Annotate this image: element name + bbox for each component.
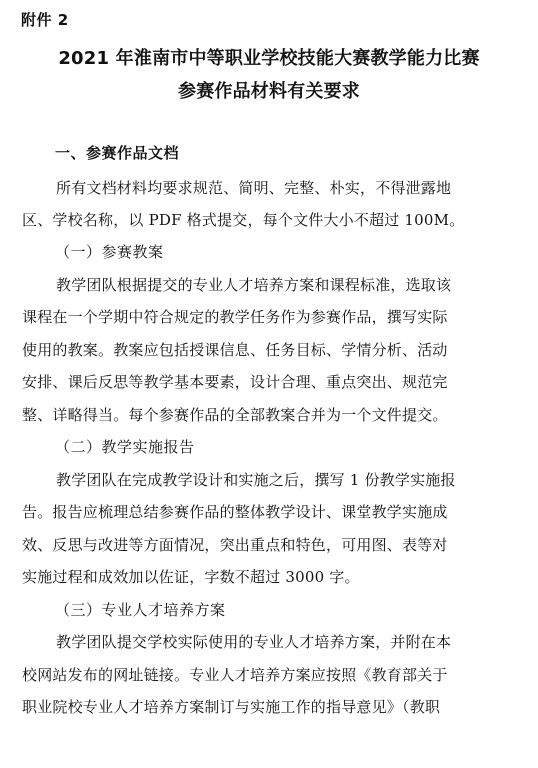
paragraph-line: 所有文档材料均要求规范、简明、完整、朴实，不得泄露地 [56,179,452,197]
paragraph-line: 效、反思与改进等方面情况，突出重点和特色，可用图、表等对 [22,536,448,554]
paragraph-line: 教学团队根据提交的专业人才培养方案和课程标准，选取该 [56,276,452,294]
paragraph-line: 课程在一个学期中符合规定的教学任务作为参赛作品，撰写实际 [22,308,448,326]
paragraph-line: 区、学校名称，以 PDF 格式提交，每个文件大小不超过 100M。 [22,211,465,229]
subsection-heading: （一）参赛教案 [55,243,164,261]
paragraph-line: 教学团队在完成教学设计和实施之后，撰写 1 份教学实施报 [56,471,456,489]
paragraph-line: 实施过程和成效加以佐证，字数不超过 3000 字。 [22,568,360,586]
paragraph-line: 安排、课后反思等教学基本要素，设计合理、重点突出、规范完 [22,373,448,391]
subsection-heading: （三）专业人才培养方案 [55,601,226,619]
appendix-label: 附件 2 [21,11,69,29]
section-heading: 一、参赛作品文档 [55,144,180,162]
paragraph-line: 教学团队提交学校实际使用的专业人才培养方案，并附在本 [56,633,452,651]
paragraph-line: 校网站发布的网址链接。专业人才培养方案应按照《教育部关于 [22,666,448,684]
paragraph-line: 职业院校专业人才培养方案制订与实施工作的指导意见》（教职 [22,698,441,716]
paragraph-line: 整、详略得当。每个参赛作品的全部教案合并为一个文件提交。 [22,406,448,424]
document-title-line-1: 2021 年淮南市中等职业学校技能大赛教学能力比赛 [58,48,480,69]
document-title-line-2: 参赛作品材料有关要求 [178,81,360,102]
paragraph-line: 告。报告应梳理总结参赛作品的整体教学设计、课堂教学实施成 [22,503,448,521]
paragraph-line: 使用的教案。教案应包括授课信息、任务目标、学情分析、活动 [22,341,448,359]
subsection-heading: （二）教学实施报告 [55,438,195,456]
